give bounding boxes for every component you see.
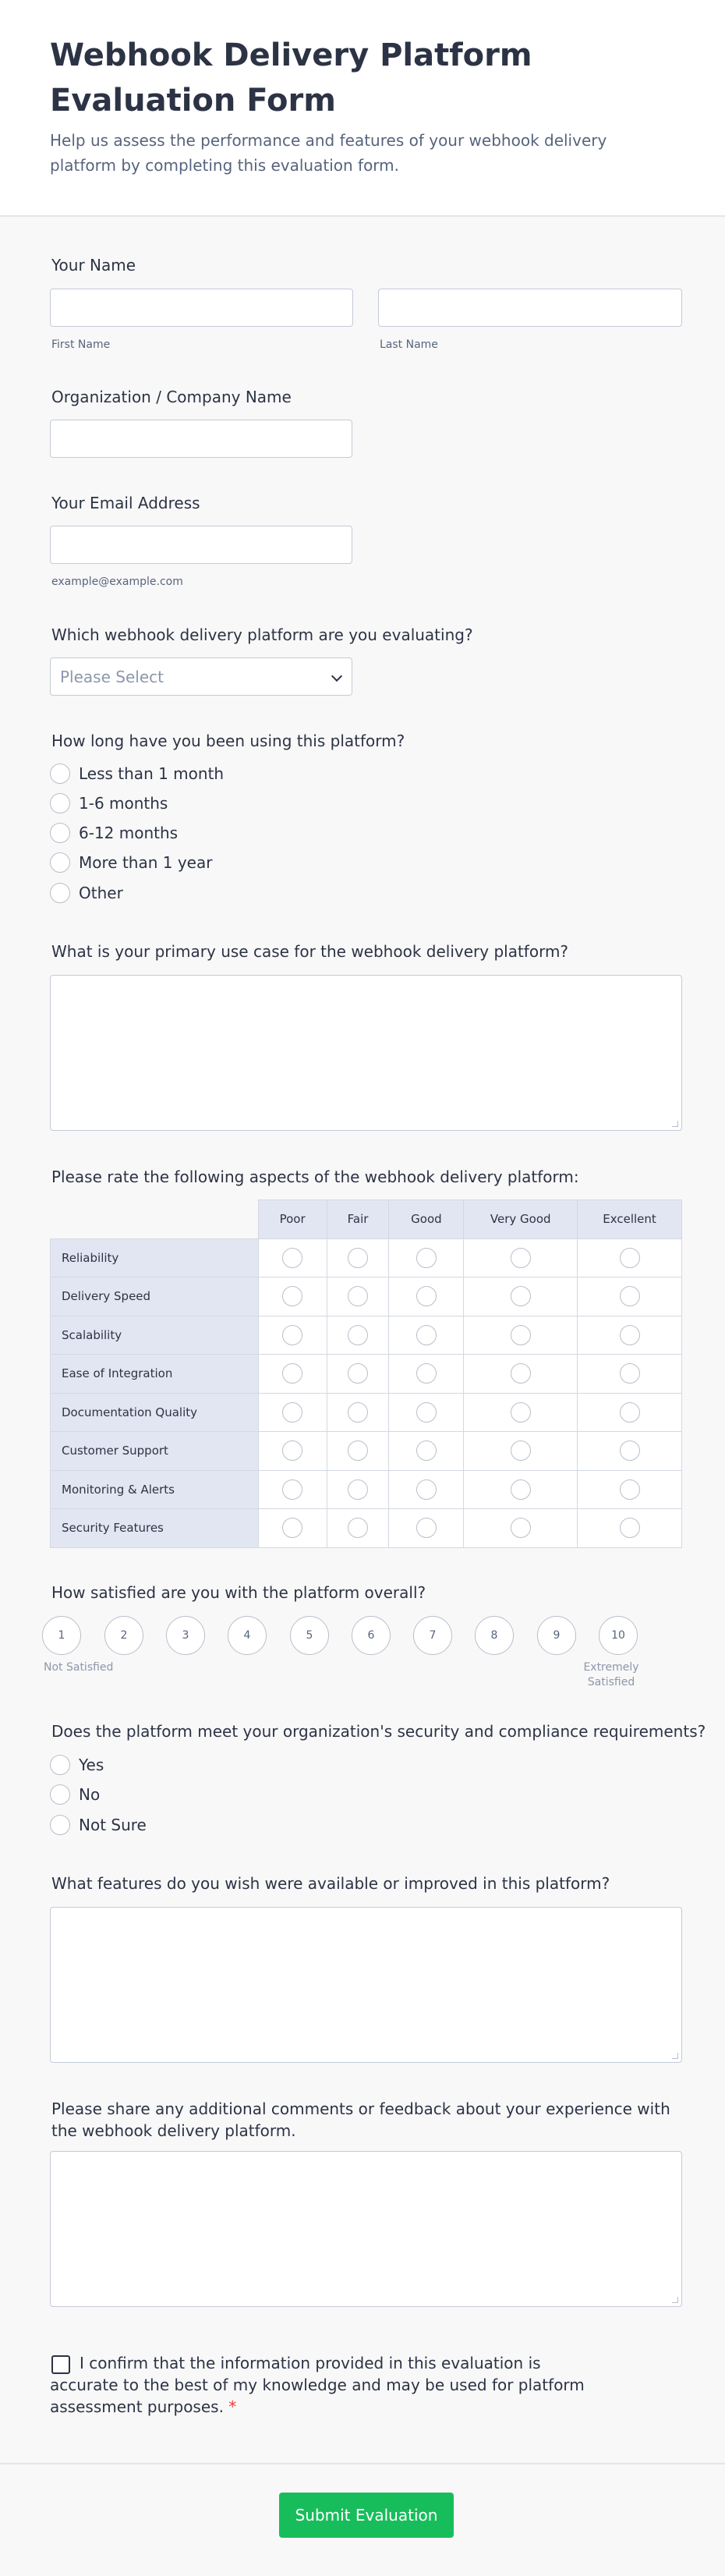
radio-button[interactable] [50,823,70,843]
matrix-cell[interactable] [258,1470,327,1509]
duration-option-label: Other [79,884,123,902]
matrix-cell[interactable] [389,1277,464,1316]
radio-button[interactable] [511,1286,531,1306]
radio-button[interactable] [50,793,70,813]
radio-button[interactable] [620,1479,640,1500]
matrix-cell[interactable] [389,1355,464,1394]
form-subtitle: Help us assess the performance and features of your webhook delivery platform by completing this evaluation form. [50,131,607,175]
radio-button[interactable] [416,1440,437,1461]
matrix-cell[interactable] [578,1277,682,1316]
radio-button[interactable] [282,1518,302,1538]
scale-option-1[interactable]: 1 [42,1616,81,1655]
radio-button[interactable] [416,1363,437,1384]
radio-button[interactable] [348,1518,368,1538]
radio-button[interactable] [348,1286,368,1306]
form-title: Webhook Delivery Platform Evaluation Form [50,37,532,119]
radio-button[interactable] [50,1784,70,1805]
matrix-row-label: Delivery Speed [51,1277,259,1316]
radio-button[interactable] [416,1286,437,1306]
matrix-cell[interactable] [258,1509,327,1548]
matrix-column-header: Poor [258,1200,327,1239]
radio-button[interactable] [511,1440,531,1461]
confirm-label [50,2352,611,2418]
radio-button[interactable] [620,1440,640,1461]
matrix-cell[interactable] [389,1509,464,1548]
compliance-option-label: Yes [79,1756,104,1774]
matrix-cell[interactable] [464,1277,578,1316]
features-label: What features do you wish were available or improved in this platform? [51,1874,610,1893]
matrix-row-label: Security Features [51,1509,259,1548]
matrix-row [51,1393,682,1432]
matrix-column-header: Good [389,1200,464,1239]
compliance-option-label: No [79,1785,101,1804]
scale-option-7[interactable]: 7 [413,1616,452,1655]
radio-button[interactable] [50,852,70,873]
scale-option-9[interactable]: 9 [537,1616,576,1655]
matrix-cell[interactable] [464,1509,578,1548]
compliance-option[interactable] [50,1754,104,1776]
radio-button[interactable] [511,1479,531,1500]
scale-high-caption-line-1: Extremely [583,1661,639,1674]
radio-button[interactable] [50,1755,70,1775]
matrix-cell[interactable] [258,1238,327,1277]
radio-button[interactable] [282,1402,302,1423]
matrix-row-label: Reliability [51,1238,259,1277]
chevron-down-icon [331,671,342,682]
resize-handle-icon[interactable] [672,2053,678,2059]
matrix-column-header: Fair [327,1200,389,1239]
scale-option-6[interactable]: 6 [352,1616,391,1655]
matrix-cell[interactable] [389,1470,464,1509]
form-header [0,0,725,217]
satisfaction-label: How satisfied are you with the platform overall? [51,1583,426,1602]
matrix-cell[interactable] [258,1355,327,1394]
radio-button[interactable] [282,1286,302,1306]
matrix-cell[interactable] [327,1277,389,1316]
last-name-sublabel: Last Name [380,338,438,351]
matrix-row-label: Documentation Quality [51,1393,259,1432]
radio-button[interactable] [50,1815,70,1835]
matrix-cell[interactable] [464,1355,578,1394]
radio-button[interactable] [348,1363,368,1384]
radio-button[interactable] [282,1479,302,1500]
scale-option-4[interactable]: 4 [228,1616,267,1655]
features-textarea[interactable] [50,1907,682,2063]
scale-option-5[interactable]: 5 [290,1616,329,1655]
platform-select-placeholder: Please Select [60,668,164,686]
matrix-row [51,1316,682,1355]
organization-label: Organization / Company Name [51,388,292,406]
radio-button[interactable] [50,883,70,903]
radio-button[interactable] [348,1440,368,1461]
matrix-cell[interactable] [258,1393,327,1432]
matrix-cell[interactable] [258,1277,327,1316]
scale-low-caption: Not Satisfied [44,1661,114,1674]
radio-button[interactable] [282,1440,302,1461]
duration-option-label: More than 1 year [79,853,213,872]
duration-option[interactable] [50,792,168,814]
required-asterisk: * [228,2397,237,2416]
rating-matrix [50,1199,682,1548]
radio-button[interactable] [620,1363,640,1384]
matrix-column-header: Excellent [578,1200,682,1239]
radio-button[interactable] [348,1402,368,1423]
first-name-input[interactable] [50,289,353,327]
radio-button[interactable] [416,1325,437,1345]
matrix-row-label: Customer Support [51,1432,259,1471]
matrix-cell[interactable] [258,1432,327,1471]
duration-label: How long have you been using this platform? [51,732,405,750]
submit-button[interactable]: Submit Evaluation [279,2493,454,2538]
compliance-option[interactable] [50,1784,100,1805]
radio-button[interactable] [620,1518,640,1538]
radio-button[interactable] [416,1479,437,1500]
matrix-cell[interactable] [389,1432,464,1471]
scale-option-3[interactable]: 3 [166,1616,205,1655]
radio-button[interactable] [50,764,70,784]
radio-button[interactable] [511,1518,531,1538]
use-case-label: What is your primary use case for the webhook delivery platform? [51,942,569,961]
organization-input[interactable] [50,420,352,458]
email-input[interactable] [50,526,352,564]
email-label: Your Email Address [51,494,200,512]
radio-button[interactable] [620,1402,640,1423]
scale-option-10[interactable]: 10 [599,1616,638,1655]
matrix-row-label: Monitoring & Alerts [51,1470,259,1509]
matrix-row-label: Scalability [51,1316,259,1355]
radio-button[interactable] [620,1248,640,1268]
confirm-checkbox[interactable] [51,2355,70,2374]
matrix-row [51,1277,682,1316]
matrix-column-header: Very Good [464,1200,578,1239]
radio-button[interactable] [416,1518,437,1538]
matrix-cell[interactable] [327,1355,389,1394]
matrix-cell[interactable] [578,1470,682,1509]
use-case-textarea[interactable] [50,975,682,1131]
duration-option[interactable] [50,852,212,873]
platform-label: Which webhook delivery platform are you evaluating? [51,625,473,644]
matrix-cell[interactable] [327,1509,389,1548]
duration-option[interactable] [50,882,123,904]
comments-label: Please share any additional comments or feedback about your experience with the webhook delivery platform. [51,2099,670,2140]
comments-textarea[interactable] [50,2151,682,2307]
matrix-cell[interactable] [578,1316,682,1355]
platform-select[interactable] [50,657,352,696]
confirm-text: I confirm that the information provided in this evaluation is accurate to the best of my knowledge and may be used for platform assessment purposes. [50,2354,585,2416]
matrix-cell[interactable] [578,1393,682,1432]
radio-button[interactable] [348,1479,368,1500]
matrix-cell[interactable] [578,1432,682,1471]
radio-button[interactable] [348,1248,368,1268]
scale-option-2[interactable]: 2 [104,1616,143,1655]
name-label: Your Name [51,256,136,275]
resize-handle-icon[interactable] [672,1121,678,1127]
matrix-cell[interactable] [578,1238,682,1277]
matrix-cell[interactable] [327,1393,389,1432]
matrix-cell[interactable] [389,1316,464,1355]
duration-option-label: 1-6 months [79,794,168,813]
duration-option-label: 6-12 months [79,824,179,842]
matrix-cell[interactable] [464,1432,578,1471]
matrix-cell[interactable] [578,1355,682,1394]
radio-button[interactable] [620,1286,640,1306]
radio-button[interactable] [282,1325,302,1345]
rating-label: Please rate the following aspects of the webhook delivery platform: [51,1168,579,1186]
scale-option-8[interactable]: 8 [475,1616,514,1655]
radio-button[interactable] [416,1248,437,1268]
compliance-option-label: Not Sure [79,1816,147,1834]
radio-button[interactable] [416,1402,437,1423]
scale-high-caption-line-2: Satisfied [587,1676,635,1688]
resize-handle-icon[interactable] [672,2297,678,2303]
matrix-row [51,1470,682,1509]
matrix-cell[interactable] [327,1316,389,1355]
duration-option[interactable] [50,822,178,844]
radio-button[interactable] [282,1248,302,1268]
radio-button[interactable] [282,1363,302,1384]
matrix-cell[interactable] [464,1238,578,1277]
radio-button[interactable] [511,1325,531,1345]
matrix-row [51,1432,682,1471]
matrix-cell[interactable] [389,1238,464,1277]
matrix-cell[interactable] [258,1316,327,1355]
compliance-option[interactable] [50,1814,147,1836]
matrix-cell[interactable] [464,1393,578,1432]
matrix-corner [51,1200,259,1239]
first-name-sublabel: First Name [51,338,111,351]
matrix-cell[interactable] [464,1316,578,1355]
matrix-row [51,1509,682,1548]
duration-option[interactable] [50,763,224,785]
matrix-row [51,1355,682,1394]
matrix-cell[interactable] [327,1470,389,1509]
radio-button[interactable] [511,1248,531,1268]
matrix-cell[interactable] [578,1509,682,1548]
radio-button[interactable] [620,1325,640,1345]
email-sublabel: example@example.com [51,576,183,588]
matrix-row-label: Ease of Integration [51,1355,259,1394]
last-name-input[interactable] [378,289,682,327]
radio-button[interactable] [348,1325,368,1345]
duration-option-label: Less than 1 month [79,764,225,783]
matrix-cell[interactable] [464,1470,578,1509]
matrix-cell[interactable] [327,1432,389,1471]
matrix-cell[interactable] [327,1238,389,1277]
footer-divider [0,2463,725,2464]
radio-button[interactable] [511,1363,531,1384]
radio-button[interactable] [511,1402,531,1423]
compliance-label: Does the platform meet your organization's security and compliance requirements? [51,1722,706,1741]
matrix-cell[interactable] [389,1393,464,1432]
matrix-row [51,1238,682,1277]
